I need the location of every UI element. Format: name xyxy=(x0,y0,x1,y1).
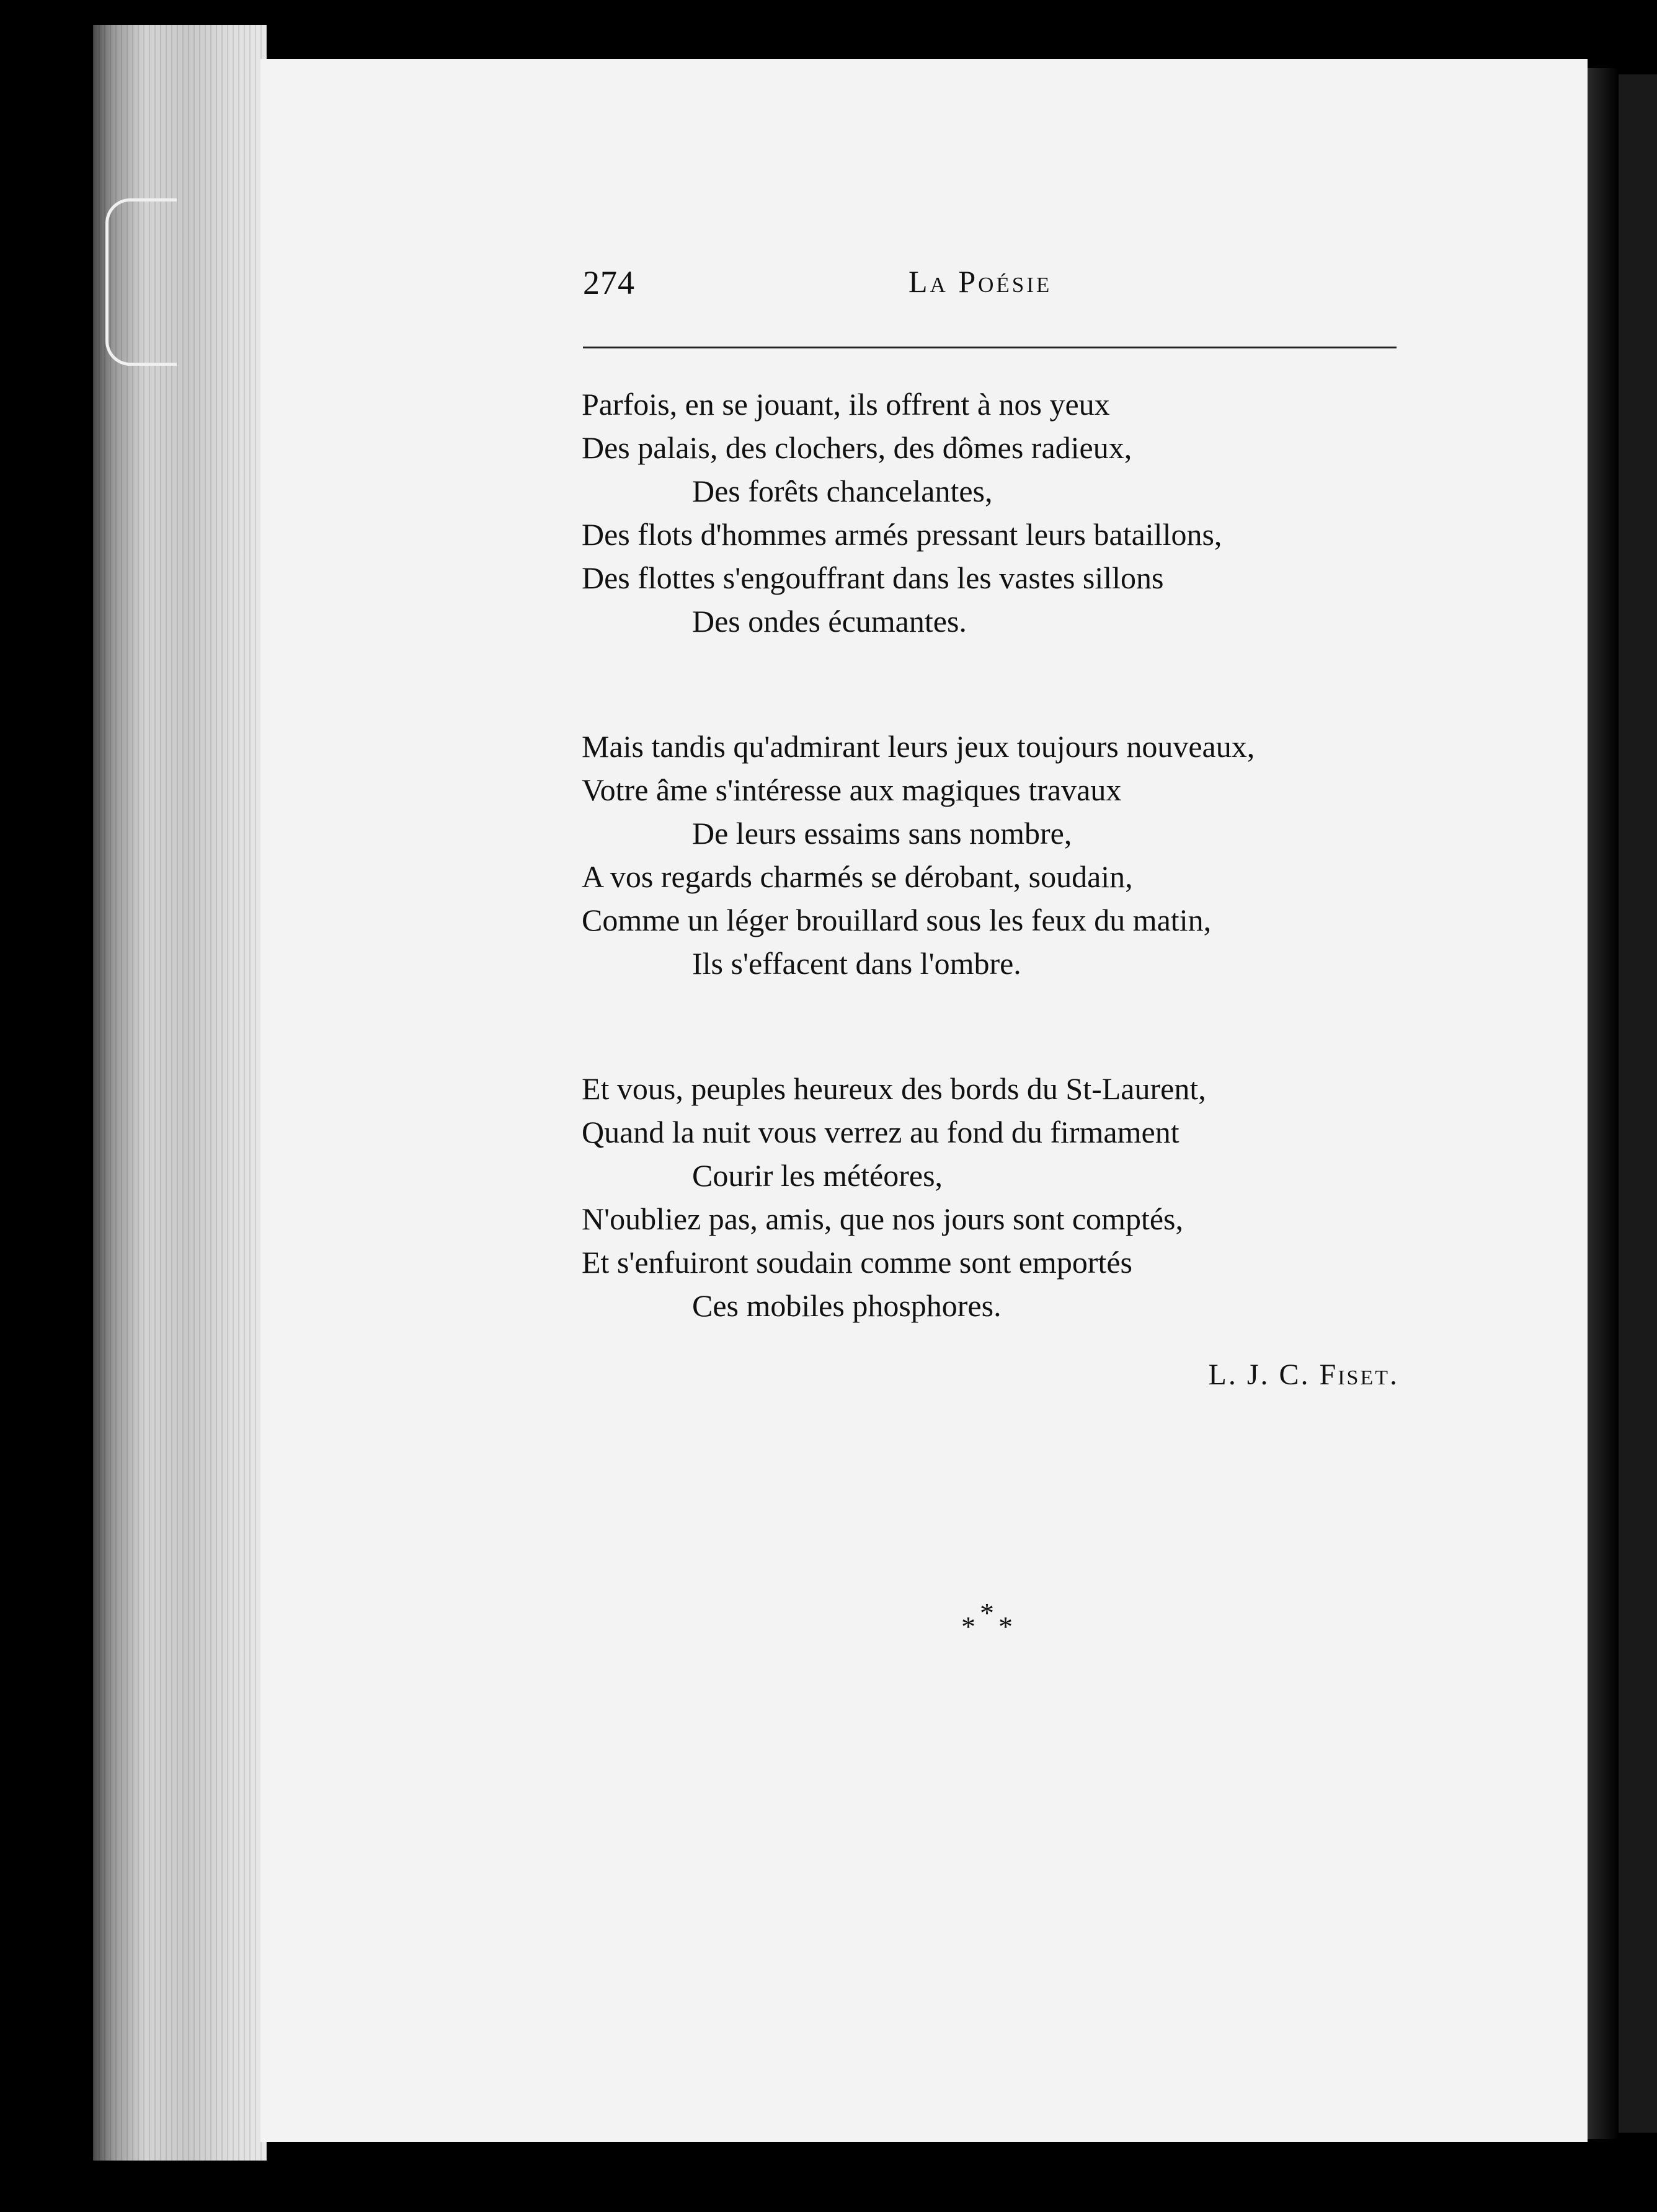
verse-line: Et vous, peuples heureux des bords du St-Laurent, xyxy=(582,1071,1206,1106)
scratch-mark xyxy=(105,198,177,366)
stanza-3 xyxy=(582,1067,1450,1327)
verse-line: Des flots d'hommes armés pressant leurs bataillons, xyxy=(582,517,1222,552)
verse-line: Courir les météores, xyxy=(692,1158,943,1193)
asterisk-glyph: * xyxy=(998,1611,1013,1642)
page-number: 274 xyxy=(583,264,635,301)
asterisk-glyph: * xyxy=(961,1611,975,1642)
gutter-shadow xyxy=(1588,68,1619,2139)
verse-line: Des ondes écumantes. xyxy=(692,604,967,639)
asterisk-glyph: * xyxy=(980,1597,994,1629)
verse-line: Des palais, des clochers, des dômes radieux, xyxy=(582,430,1132,465)
asterism-ornament xyxy=(955,1596,1029,1646)
page-title: La Poésie xyxy=(908,264,1052,299)
verse-line: Ils s'effacent dans l'ombre. xyxy=(692,946,1021,981)
verse-line: A vos regards charmés se dérobant, soudain, xyxy=(582,859,1133,894)
header-rule xyxy=(583,347,1397,348)
facing-page-edge xyxy=(1619,74,1657,2133)
verse-line: Quand la nuit vous verrez au fond du firmament xyxy=(582,1115,1179,1149)
verse-line: Des flottes s'engouffrant dans les vastes sillons xyxy=(582,560,1164,595)
verse-line: De leurs essaims sans nombre, xyxy=(692,816,1072,851)
stanza-2 xyxy=(582,725,1450,985)
poem xyxy=(582,383,1450,1409)
verse-line: Des forêts chancelantes, xyxy=(692,474,993,508)
verse-line: N'oubliez pas, amis, que nos jours sont comptés, xyxy=(582,1201,1183,1236)
running-head xyxy=(583,263,1408,313)
verse-line: Mais tandis qu'admirant leurs jeux toujours nouveaux, xyxy=(582,729,1255,764)
verse-line: Ces mobiles phosphores. xyxy=(692,1288,1002,1323)
verse-line: Comme un léger brouillard sous les feux du matin, xyxy=(582,903,1212,937)
verse-line: Votre âme s'intéresse aux magiques travaux xyxy=(582,772,1122,807)
verse-line: Parfois, en se jouant, ils offrent à nos yeux xyxy=(582,387,1110,422)
stanza-1 xyxy=(582,383,1450,643)
author-signature: L. J. C. Fiset. xyxy=(1208,1358,1399,1391)
verse-line: Et s'enfuiront soudain comme sont emportés xyxy=(582,1245,1133,1280)
